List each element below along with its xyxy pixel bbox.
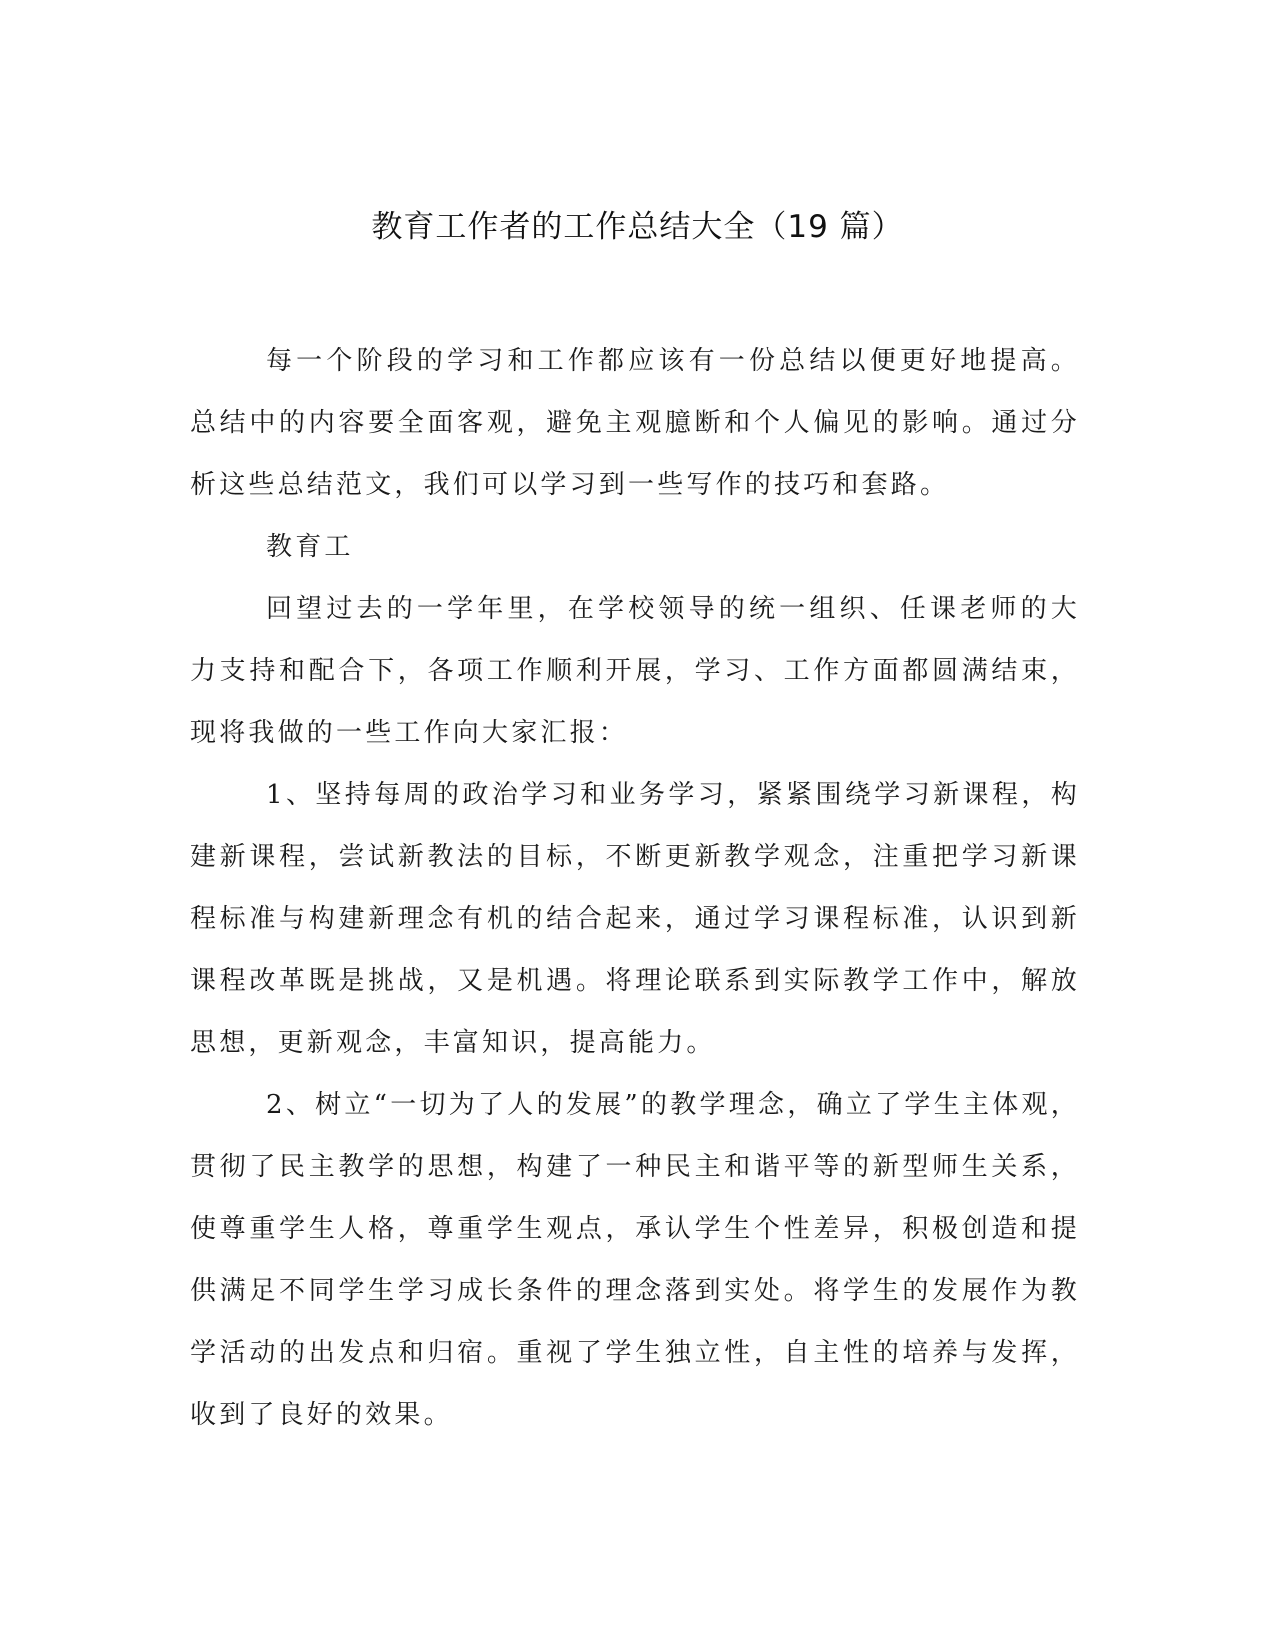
paragraph-item-2: 2、树立“一切为了人的发展”的教学理念，确立了学生主体观，贯彻了民主教学的思想，构建了一种民主和谐平等的新型师生关系，使尊重学生人格，尊重学生观点，承认学生个性差异，积极创造和提供满足不同学生学习成长条件的理念落到实处。将学生的发展作为教学活动的出发点和归宿。重视了学生独立性，自主性的培养与发挥，收到了良好的效果。 [190, 1090, 1080, 1430]
document-title: 教育工作者的工作总结大全（19 篇） [371, 209, 904, 245]
document-body [190, 330, 1080, 1446]
paragraph-review: 回望过去的一学年里，在学校领导的统一组织、任课老师的大力支持和配合下，各项工作顺利开展，学习、工作方面都圆满结束，现将我做的一些工作向大家汇报： [190, 594, 1080, 748]
paragraph-heading-fragment: 教育工 [266, 532, 354, 562]
paragraph-item-1: 1、坚持每周的政治学习和业务学习，紧紧围绕学习新课程，构建新课程，尝试新教法的目标，不断更新教学观念，注重把学习新课程标准与构建新理念有机的结合起来，通过学习课程标准，认识到新课程改革既是挑战，又是机遇。将理论联系到实际教学工作中，解放思想，更新观念，丰富知识，提高能力。 [190, 780, 1080, 1058]
paragraph-intro: 每一个阶段的学习和工作都应该有一份总结以便更好地提高。总结中的内容要全面客观，避免主观臆断和个人偏见的影响。通过分析这些总结范文，我们可以学习到一些写作的技巧和套路。 [190, 346, 1080, 500]
